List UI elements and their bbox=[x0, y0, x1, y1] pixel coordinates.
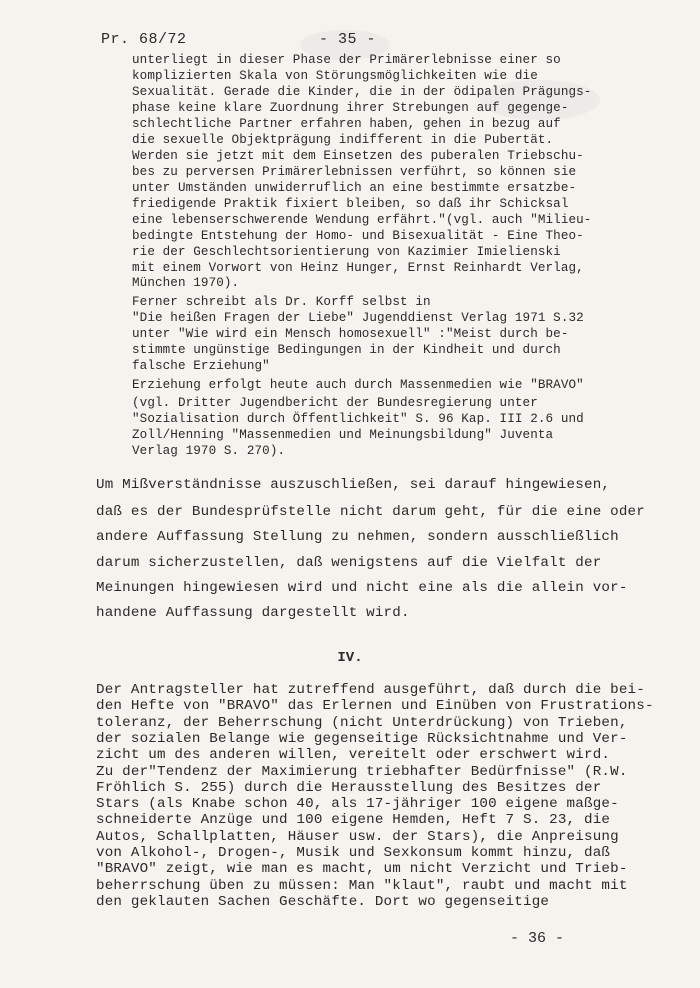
body-line: Um Mißverständnisse auszuschließen, sei darauf hingewiesen, bbox=[96, 477, 611, 493]
body-line: andere Auffassung Stellung zu nehmen, sondern ausschließlich bbox=[96, 529, 619, 545]
quote-line: komplizierten Skala von Störungsmöglichkeiten wie die bbox=[132, 69, 538, 83]
body-line: Fröhlich S. 255) durch die Herausstellung des Besitzes der bbox=[96, 780, 602, 796]
quote-line: friedigende Praktik fixiert bleiben, so daß ihr Schicksal bbox=[132, 197, 569, 211]
quote-line: stimmte ungünstige Bedingungen in der Kindheit und durch bbox=[132, 343, 561, 357]
page-number: - 35 - bbox=[319, 31, 377, 48]
body-line: schneiderte Anzüge und 100 eigene Hemden, Heft 7 S. 23, die bbox=[96, 812, 611, 828]
body-line: beherrschung üben zu müssen: Man "klaut", raubt und macht mit bbox=[96, 878, 628, 894]
body-line: zicht um des anderen willen, vereitelt oder erschwert wird. bbox=[96, 747, 611, 763]
quote-line: Ferner schreibt als Dr. Korff selbst in bbox=[132, 295, 431, 309]
quote-line: unter Umständen unwiderruflich an eine bestimmte ersatzbe- bbox=[132, 181, 577, 195]
body-line: der sozialen Belange wie gegenseitige Rücksichtnahme und Ver- bbox=[96, 731, 628, 747]
quote-line: mit einem Vorwort von Heinz Hunger, Ernst Reinhardt Verlag, bbox=[132, 261, 584, 275]
quote-line: Werden sie jetzt mit dem Einsetzen des puberalen Triebschu- bbox=[132, 149, 584, 163]
quote-line: Erziehung erfolgt heute auch durch Massenmedien wie "BRAVO" bbox=[132, 378, 584, 392]
quote-line: falsche Erziehung" bbox=[132, 359, 270, 373]
quote-line: phase keine klare Zuordnung ihrer Strebungen auf gegenge- bbox=[132, 101, 569, 115]
body-line: Meinungen hingewiesen wird und nicht eine als die allein vor- bbox=[96, 580, 628, 596]
body-line: "BRAVO" zeigt, wie man es macht, um nicht Verzicht und Trieb- bbox=[96, 861, 628, 877]
quote-line: Zoll/Henning "Massenmedien und Meinungsbildung" Juventa bbox=[132, 428, 554, 442]
quote-line: rie der Geschlechtsorientierung von Kazimier Imielienski bbox=[132, 245, 561, 259]
body-line: Zu der"Tendenz der Maximierung triebhafter Bedürfnisse" (R.W. bbox=[96, 764, 628, 780]
quote-line: Verlag 1970 S. 270). bbox=[132, 444, 286, 458]
quote-line: bes zu perversen Primärerlebnissen verführt, so können sie bbox=[132, 165, 577, 179]
quote-line: (vgl. Dritter Jugendbericht der Bundesregierung unter bbox=[132, 396, 538, 410]
body-line: daß es der Bundesprüfstelle nicht darum geht, für die eine oder bbox=[96, 504, 645, 520]
quote-line: München 1970). bbox=[132, 276, 240, 290]
body-line: Der Antragsteller hat zutreffend ausgeführt, daß durch die bei- bbox=[96, 682, 645, 698]
quote-line: schlechtliche Partner erfahren haben, gehen in bezug auf bbox=[132, 117, 561, 131]
quote-line: bedingte Entstehung der Homo- und Bisexualität - Eine Theo- bbox=[132, 229, 584, 243]
body-line: Autos, Schallplatten, Häuser usw. der Stars), die Anpreisung bbox=[96, 829, 619, 845]
section-numeral: IV. bbox=[337, 650, 363, 666]
quote-line: "Sozialisation durch Öffentlichkeit" S. 96 Kap. III 2.6 und bbox=[132, 412, 584, 426]
body-line: Stars (als Knabe schon 40, als 17-jähriger 100 eigene maßge- bbox=[96, 796, 619, 812]
next-page-indicator: - 36 - bbox=[510, 930, 565, 947]
body-line: toleranz, der Beherrschung (nicht Unterdrückung) von Trieben, bbox=[96, 715, 628, 731]
body-line: handene Auffassung dargestellt wird. bbox=[96, 605, 410, 621]
quote-line: unter "Wie wird ein Mensch homosexuell" :"Meist durch be- bbox=[132, 327, 569, 341]
body-line: den geklauten Sachen Geschäfte. Dort wo gegenseitige bbox=[96, 894, 550, 910]
quote-line: unterliegt in dieser Phase der Primärerlebnisse einer so bbox=[132, 53, 561, 67]
quote-line: "Die heißen Fragen der Liebe" Jugenddienst Verlag 1971 S.32 bbox=[132, 311, 584, 325]
body-line: von Alkohol-, Drogen-, Musik und Sexkonsum kommt hinzu, daß bbox=[96, 845, 611, 861]
quote-line: die sexuelle Objektprägung indifferent in die Pubertät. bbox=[132, 133, 554, 147]
document-reference: Pr. 68/72 bbox=[101, 31, 187, 48]
quote-line: eine lebenserschwerende Wendung erfährt."(vgl. auch "Milieu- bbox=[132, 213, 592, 227]
body-line: den Hefte von "BRAVO" das Erlernen und Einüben von Frustrations- bbox=[96, 698, 654, 714]
quote-line: Sexualität. Gerade die Kinder, die in der ödipalen Prägungs- bbox=[132, 85, 592, 99]
body-line: darum sicherzustellen, daß wenigstens auf die Vielfalt der bbox=[96, 555, 602, 571]
